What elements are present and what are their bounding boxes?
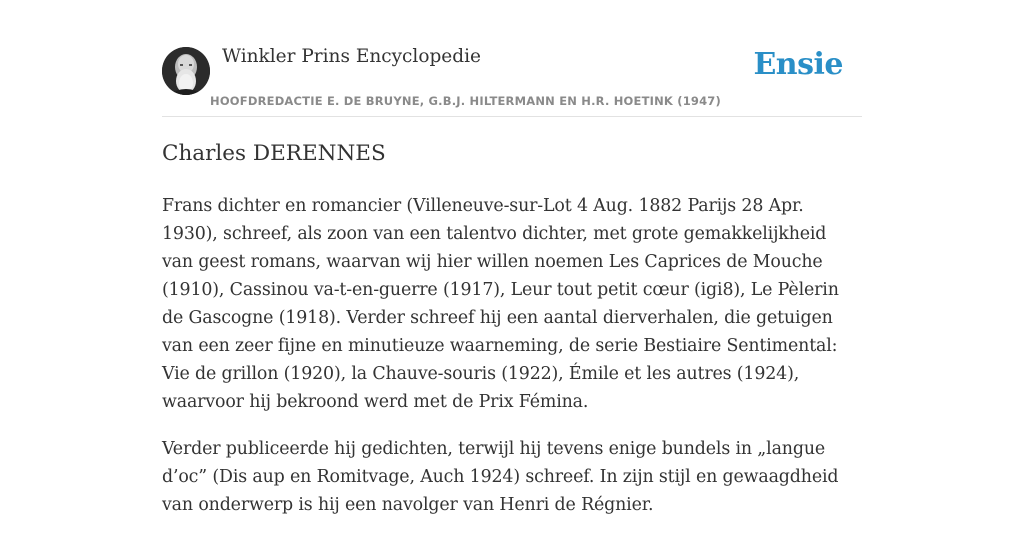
article-paragraph: Frans dichter en romancier (Villeneuve-sur-Lot 4 Aug. 1882 Parijs 28 Apr. 1930), schreef, als zoon van een talentvo dichter, met grote gemakkelijkheid van geest romans, waarvan wij hier willen noemen Les Caprices de Mouche (1910), Cassinou va-t-en-guerre (1917), Leur tout petit cœur (igi8), Le Pèlerin de Gascogne (1918). Verder schreef hij een aantal dierverhalen, die getuigen van een zeer fijne en minutieuze waarneming, de serie Bestiaire Sentimental: Vie de grillon (1920), la Chauve-souris (1922), Émile et les autres (1924), waarvoor hij bekroond werd met de Prix Fémina. [162,196,839,412]
ensie-logo-link[interactable]: Ensie [753,47,843,82]
header [162,0,862,117]
article-body [162,192,862,538]
page-container [162,0,862,515]
article-title: Charles DERENNES [162,141,386,166]
author-portrait-icon[interactable] [162,47,210,95]
site-title[interactable]: Winkler Prins Encyclopedie [222,46,481,67]
article-paragraph: Verder publiceerde hij gedichten, terwijl hij tevens enige bundels in „langue d’oc” (Dis aup en Romitvage, Auch 1924) schreef. In zijn stijl en gewaagdheid van onderwerp is hij een navolger van Henri de Régnier. [162,439,839,515]
header-subtitle: HOOFDREDACTIE E. DE BRUYNE, G.B.J. HILTERMANN EN H.R. HOETINK (1947) [210,94,721,108]
